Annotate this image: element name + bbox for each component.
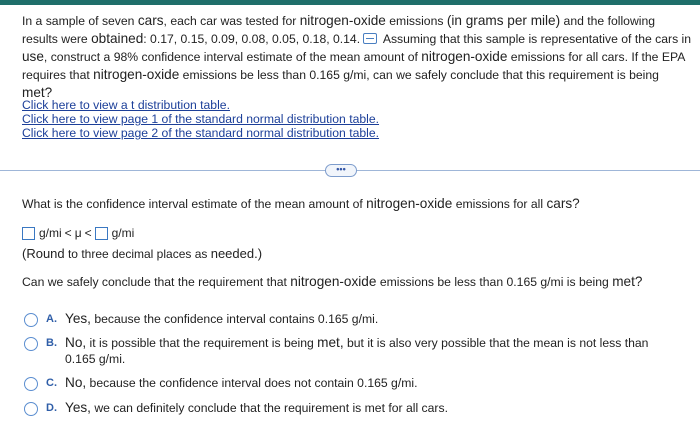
option-letter: A. <box>46 313 57 325</box>
q-text: Assuming that this sample is representative of the cars in <box>380 32 692 46</box>
p1-text: emissions for all <box>452 197 547 211</box>
expand-button[interactable]: ••• <box>325 164 357 177</box>
q-text: and the following results were <box>22 14 656 46</box>
q-text: nitrogen-oxide <box>93 67 180 82</box>
q-text: emissions for all cars. If the EPA requires that <box>22 50 685 82</box>
option-text: Yes, because the confidence interval contains 0.165 g/mi. <box>65 311 379 326</box>
option-letter: D. <box>46 402 57 414</box>
less-than-sign: < <box>84 226 92 240</box>
round-text: needed.) <box>210 246 263 261</box>
round-text: to three decimal places as <box>64 247 211 261</box>
q-text: cars <box>137 13 164 28</box>
p2-text: emissions be less than 0.165 g/mi is being <box>376 275 613 289</box>
link-t-table[interactable]: Click here to view a t distribution table. <box>22 98 230 112</box>
option-a[interactable] <box>24 311 378 327</box>
p1-text: What is the confidence interval estimate of the mean amount of <box>22 197 367 211</box>
q-text: , construct a 98% confidence interval estimate of the mean amount of <box>43 50 422 64</box>
q-text: In a sample of seven <box>22 14 138 28</box>
option-b[interactable] <box>24 335 674 367</box>
rounding-instruction <box>22 246 262 261</box>
option-letter: B. <box>46 337 57 349</box>
radio-button[interactable] <box>24 377 38 391</box>
round-text: (Round <box>22 246 65 261</box>
q-text: obtained <box>91 31 144 46</box>
option-text: Yes, we can definitely conclude that the requirement is met for all cars. <box>65 400 448 415</box>
link-normal-table-page-1[interactable]: Click here to view page 1 of the standard normal distribution table. <box>22 112 380 126</box>
radio-button[interactable] <box>24 402 38 416</box>
mu-symbol: μ <box>74 226 82 240</box>
less-than-sign: < <box>64 226 72 240</box>
ci-question <box>22 196 580 211</box>
q-text: (in grams per mile) <box>446 13 561 28</box>
option-text: No, because the confidence interval does not contain 0.165 g/mi. <box>65 375 418 390</box>
radio-button[interactable] <box>24 337 38 351</box>
question-text <box>22 12 692 102</box>
unit-label: g/mi <box>111 226 135 240</box>
q-text: , each car was tested for <box>163 14 300 28</box>
option-d[interactable] <box>24 400 448 416</box>
q-text: use <box>22 49 44 64</box>
ci-answer-row <box>22 226 134 240</box>
link-normal-table-page-2[interactable]: Click here to view page 2 of the standard normal distribution table. <box>22 126 380 140</box>
unit-label: g/mi <box>39 226 62 240</box>
radio-button[interactable] <box>24 313 38 327</box>
ci-upper-input[interactable] <box>95 227 108 240</box>
p2-text: Can we safely conclude that the requirement that <box>22 275 291 289</box>
p2-text: met? <box>612 274 643 289</box>
q-text: nitrogen-oxide <box>421 49 508 64</box>
q-text: : 0.17, 0.15, 0.09, 0.08, 0.05, 0.18, 0.14. <box>143 32 361 46</box>
option-letter: C. <box>46 377 57 389</box>
q-text: emissions <box>385 14 447 28</box>
option-text: No, it is possible that the requirement is being met, but it is also very possible that the mean is not less than 0.165 g/mi. <box>65 335 649 366</box>
ci-lower-input[interactable] <box>22 227 35 240</box>
q-text: emissions be less than 0.165 g/mi, can we safely conclude that this requirement is being <box>179 68 659 82</box>
top-accent-bar <box>0 0 700 5</box>
p1-text: nitrogen-oxide <box>366 196 453 211</box>
conclusion-question <box>22 274 642 289</box>
copy-data-icon[interactable] <box>363 33 377 44</box>
p1-text: cars? <box>546 196 580 211</box>
option-c[interactable] <box>24 375 417 391</box>
p2-text: nitrogen-oxide <box>290 274 377 289</box>
q-text: met? <box>22 85 53 100</box>
q-text: nitrogen-oxide <box>299 13 386 28</box>
resource-links <box>22 98 379 140</box>
